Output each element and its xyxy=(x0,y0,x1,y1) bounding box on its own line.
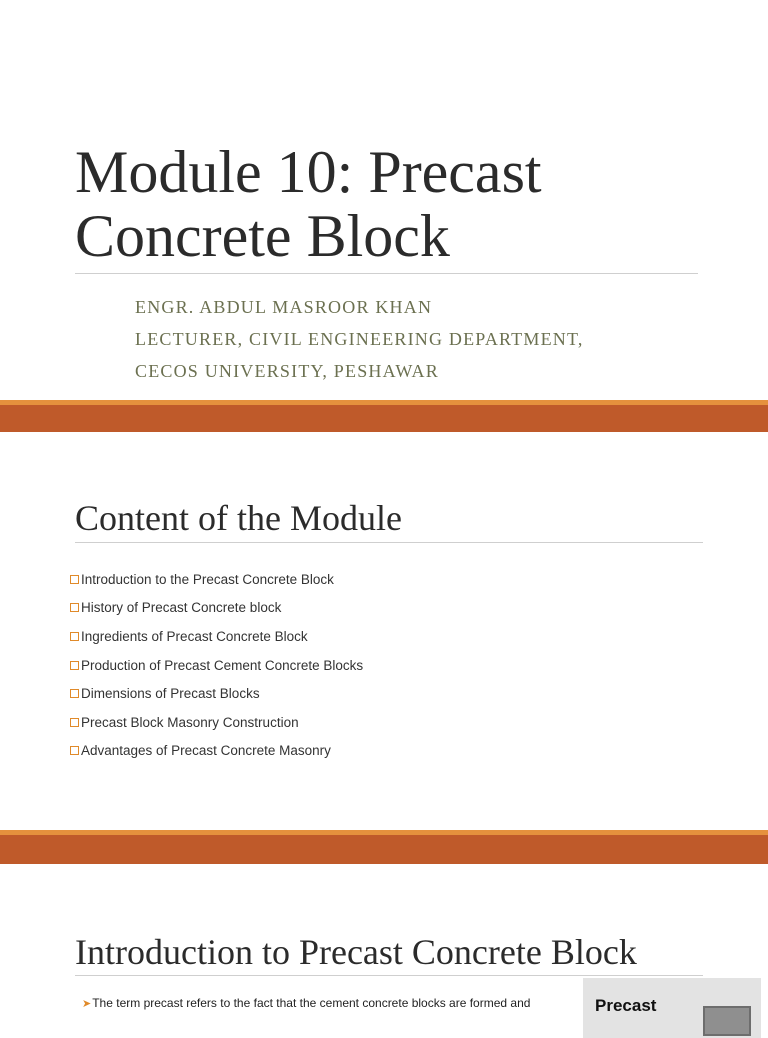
author-block xyxy=(135,291,584,387)
checkbox-bullet-icon xyxy=(70,718,79,727)
list-item: History of Precast Concrete block xyxy=(70,594,363,623)
separator-band-2 xyxy=(0,835,768,864)
checkbox-bullet-icon xyxy=(70,575,79,584)
content-title: Content of the Module xyxy=(75,498,402,538)
checkbox-bullet-icon xyxy=(70,746,79,755)
list-item: Production of Precast Cement Concrete Blocks xyxy=(70,651,363,680)
separator-band-1 xyxy=(0,405,768,432)
content-divider xyxy=(75,542,703,543)
list-item: Precast Block Masonry Construction xyxy=(70,708,363,737)
list-item: Dimensions of Precast Blocks xyxy=(70,679,363,708)
list-item: Ingredients of Precast Concrete Block xyxy=(70,622,363,651)
author-institution: CECOS UNIVERSITY, PESHAWAR xyxy=(135,361,439,381)
intro-bullet xyxy=(82,993,572,1014)
image-label: Precast xyxy=(595,996,657,1015)
intro-divider xyxy=(75,975,703,976)
author-name: ENGR. ABDUL MASROOR KHAN xyxy=(135,297,433,317)
title-divider xyxy=(75,273,698,274)
list-item: Introduction to the Precast Concrete Block xyxy=(70,565,363,594)
intro-title: Introduction to Precast Concrete Block xyxy=(75,932,637,972)
module-title-line2: Concrete Block xyxy=(75,203,450,269)
checkbox-bullet-icon xyxy=(70,661,79,670)
concrete-block-picture xyxy=(703,1006,751,1036)
module-title xyxy=(75,140,542,268)
precast-block-image xyxy=(583,978,761,1038)
checkbox-bullet-icon xyxy=(70,603,79,612)
title-slide xyxy=(0,0,768,400)
intro-bullet-text: The term precast refers to the fact that the cement concrete blocks are formed and xyxy=(92,996,531,1010)
checkbox-bullet-icon xyxy=(70,632,79,641)
list-item: Advantages of Precast Concrete Masonry xyxy=(70,737,363,766)
author-position: LECTURER, CIVIL ENGINEERING DEPARTMENT, xyxy=(135,329,584,349)
checkbox-bullet-icon xyxy=(70,689,79,698)
arrow-bullet-icon: ➤ xyxy=(82,998,92,1010)
content-list xyxy=(70,565,363,765)
module-title-line1: Module 10: Precast xyxy=(75,139,542,205)
